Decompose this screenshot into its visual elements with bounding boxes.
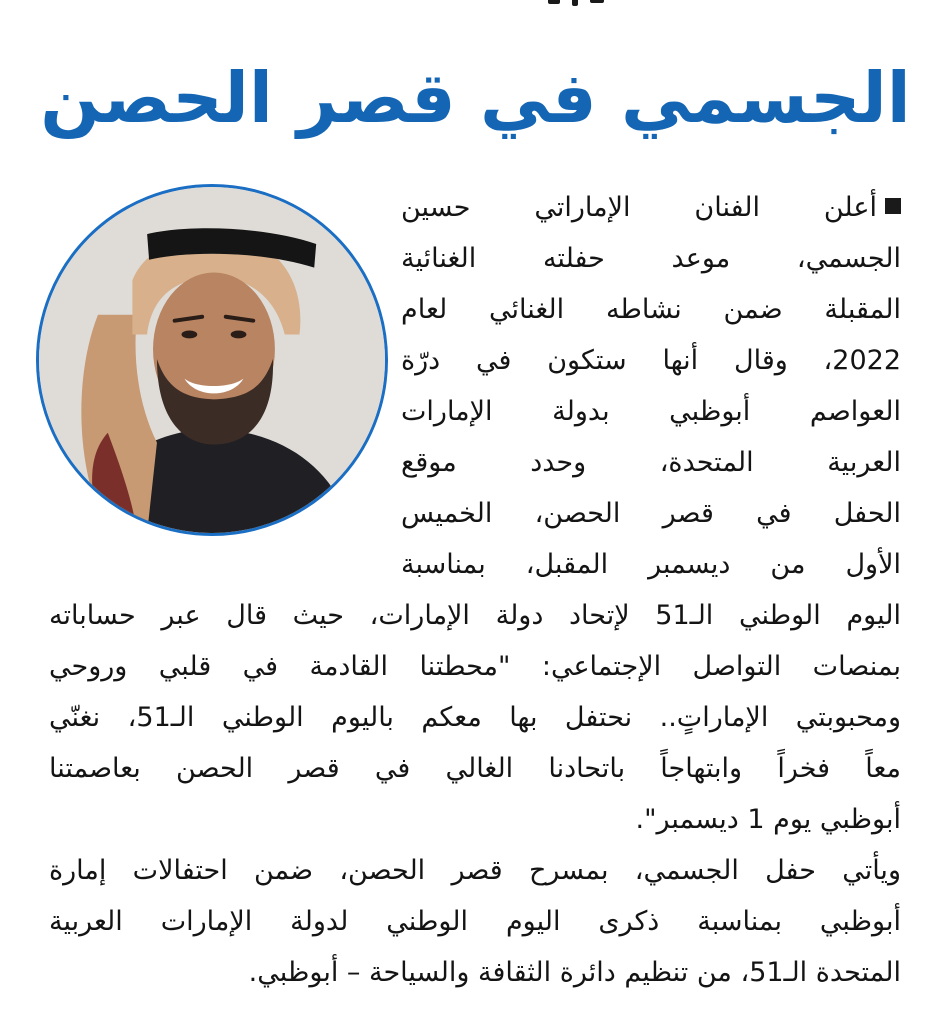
article-headline: الجسمي في قصر الحصن xyxy=(40,57,911,139)
body-line: المتحدة الـ51، من تنظيم دائرة الثقافة والسياحة – أبوظبي. xyxy=(248,957,901,988)
body-line: الجسمي، موعد حفلته الغنائية xyxy=(401,243,901,274)
body-line: ويأتي حفل الجسمي، بمسرح قصر الحصن، ضمن احتفالات إمارة xyxy=(49,855,901,886)
body-line: أعلن الفنان الإماراتي حسين xyxy=(401,186,901,230)
square-bullet-icon xyxy=(885,198,901,214)
body-line: الحفل في قصر الحصن، الخميس xyxy=(401,498,901,529)
body-line: معاً فخراً وابتهاجاً باتحادنا الغالي في قصر الحصن بعاصمتنا xyxy=(49,753,901,784)
body-line: أبوظبي بمناسبة ذكرى اليوم الوطني لدولة الإمارات العربية xyxy=(49,906,901,937)
body-line: المقبلة ضمن نشاطه الغنائي لعام xyxy=(401,294,901,325)
body-line: اليوم الوطني الـ51 لإتحاد دولة الإمارات، حيث قال عبر حساباته xyxy=(49,600,901,631)
body-line: الأول من ديسمبر المقبل، بمناسبة xyxy=(401,549,901,580)
body-line: بمنصات التواصل الإجتماعي: "محطتنا القادمة في قلبي وروحي xyxy=(49,651,901,682)
body-line: 2022، وقال أنها ستكون في درّة xyxy=(401,345,901,376)
body-line: العربية المتحدة، وحدد موقع xyxy=(401,447,901,478)
body-line: أبوظبي يوم 1 ديسمبر". xyxy=(635,804,901,835)
body-line: العواصم أبوظبي بدولة الإمارات xyxy=(401,396,901,427)
body-line: ومحبوبتي الإماراتٍ.. نحتفل بها معكم باليوم الوطني الـ51، نغنّي xyxy=(49,702,901,733)
